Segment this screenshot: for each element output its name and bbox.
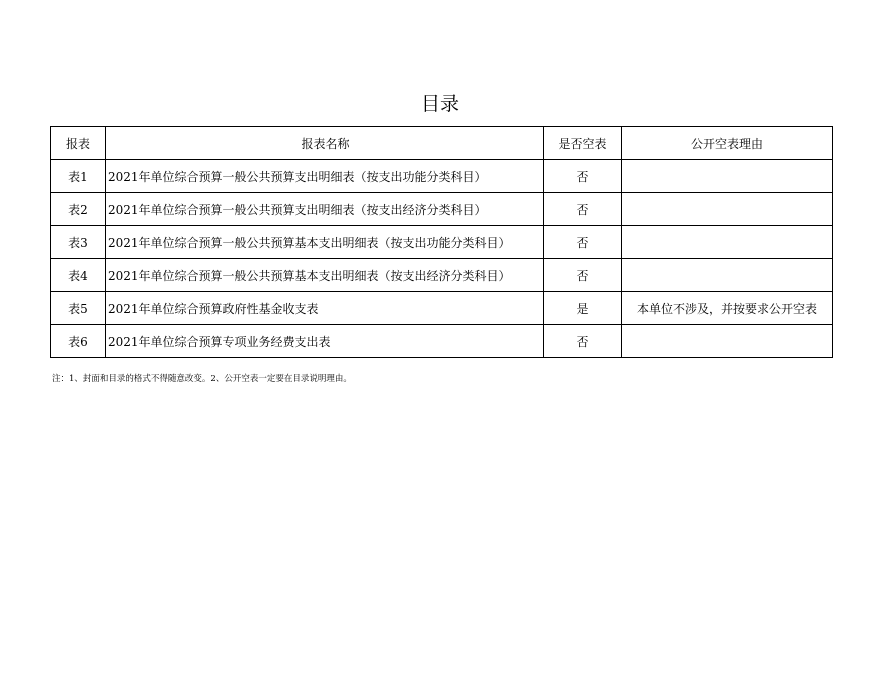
table-row <box>51 193 833 226</box>
row-report-name: 2021年单位综合预算一般公共预算基本支出明细表（按支出功能分类科目） <box>106 226 544 259</box>
row-report-name: 2021年单位综合预算一般公共预算支出明细表（按支出经济分类科目） <box>106 193 544 226</box>
header-reason: 公开空表理由 <box>622 127 833 160</box>
row-report-name: 2021年单位综合预算专项业务经费支出表 <box>106 325 544 358</box>
row-report-name: 2021年单位综合预算一般公共预算支出明细表（按支出功能分类科目） <box>106 160 544 193</box>
row-report-name: 2021年单位综合预算政府性基金收支表 <box>106 292 544 325</box>
row-report-no: 表4 <box>51 259 106 292</box>
row-reason <box>622 160 833 193</box>
row-is-empty: 是 <box>544 292 622 325</box>
row-is-empty: 否 <box>544 226 622 259</box>
table-row <box>51 292 833 325</box>
catalog-table <box>50 126 833 358</box>
table-row <box>51 160 833 193</box>
row-reason <box>622 325 833 358</box>
row-report-no: 表3 <box>51 226 106 259</box>
header-report-name: 报表名称 <box>106 127 544 160</box>
row-report-name: 2021年单位综合预算一般公共预算基本支出明细表（按支出经济分类科目） <box>106 259 544 292</box>
row-is-empty: 否 <box>544 325 622 358</box>
row-report-no: 表1 <box>51 160 106 193</box>
table-row <box>51 259 833 292</box>
header-is-empty: 是否空表 <box>544 127 622 160</box>
table-row <box>51 226 833 259</box>
row-is-empty: 否 <box>544 193 622 226</box>
header-report-no: 报表 <box>51 127 106 160</box>
row-report-no: 表2 <box>51 193 106 226</box>
row-report-no: 表5 <box>51 292 106 325</box>
table-row <box>51 325 833 358</box>
row-is-empty: 否 <box>544 259 622 292</box>
table-header-row <box>51 127 833 160</box>
row-report-no: 表6 <box>51 325 106 358</box>
footnote: 注：1、封面和目录的格式不得随意改变。2、公开空表一定要在目录说明理由。 <box>52 374 352 384</box>
row-reason <box>622 226 833 259</box>
page-title: 目录 <box>420 93 459 115</box>
row-reason: 本单位不涉及，并按要求公开空表 <box>622 292 833 325</box>
row-reason <box>622 259 833 292</box>
row-reason <box>622 193 833 226</box>
row-is-empty: 否 <box>544 160 622 193</box>
